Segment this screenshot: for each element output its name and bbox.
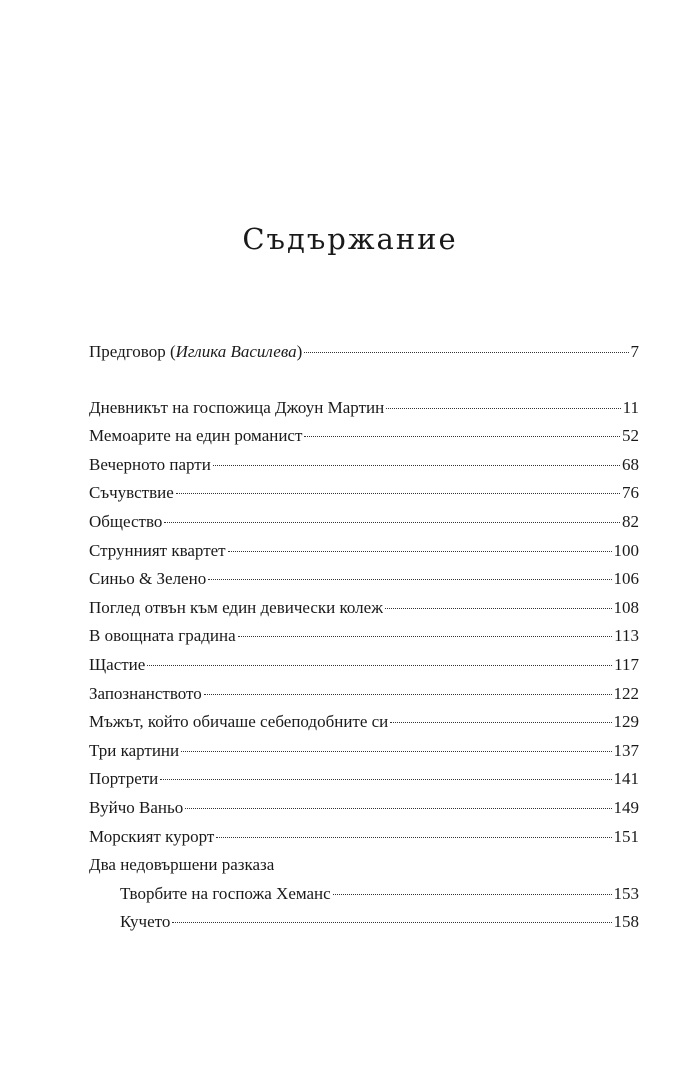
dot-leader <box>304 436 620 437</box>
dot-leader <box>390 722 611 723</box>
toc-section-heading <box>89 851 639 880</box>
toc-entry-label: Поглед отвън към един девически колеж <box>89 597 383 617</box>
toc-page-number: 68 <box>622 454 639 474</box>
toc-entry-preface <box>89 338 639 367</box>
dot-leader <box>216 837 611 838</box>
toc-page-number: 129 <box>613 712 639 732</box>
toc-page-number: 117 <box>614 654 639 674</box>
toc-entry-label: Морският курорт <box>89 826 215 846</box>
toc-entry-label: Вуйчо Ваньо <box>89 797 184 817</box>
toc-entry <box>89 479 639 508</box>
toc-page-number: 7 <box>630 342 639 361</box>
table-of-contents <box>89 338 639 937</box>
dot-leader <box>181 751 611 752</box>
dot-leader <box>238 636 612 637</box>
toc-entry <box>89 794 639 823</box>
dot-leader <box>304 352 628 353</box>
dot-leader <box>333 894 612 895</box>
toc-entry-label: Щастие <box>89 654 146 674</box>
toc-entry <box>89 737 639 766</box>
toc-entry <box>89 708 639 737</box>
toc-page-number: 151 <box>613 826 639 846</box>
toc-entry-label: Дневникът на госпожица Джоун Мартин <box>89 397 385 417</box>
dot-leader <box>164 522 620 523</box>
toc-entry <box>89 565 639 594</box>
dot-leader <box>160 779 611 780</box>
toc-entry-label: Кучето <box>120 912 171 932</box>
dot-leader <box>147 665 612 666</box>
toc-entry-label: Мемоарите на един романист <box>89 426 303 446</box>
toc-entry-label: Портрети <box>89 769 159 789</box>
dot-leader <box>213 465 620 466</box>
toc-page-number: 149 <box>613 797 639 817</box>
dot-leader <box>228 551 612 552</box>
toc-entry <box>89 622 639 651</box>
dot-leader <box>386 408 620 409</box>
toc-page-number: 100 <box>613 540 639 560</box>
dot-leader <box>185 808 611 809</box>
toc-entry-label: Вечерното парти <box>89 454 211 474</box>
toc-section-heading-label: Два недовършени разказа <box>89 855 275 875</box>
toc-page-number: 113 <box>614 626 639 646</box>
toc-page-number: 82 <box>622 511 639 531</box>
toc-entry <box>89 537 639 566</box>
toc-entry-label: Общество <box>89 511 163 531</box>
toc-entry-label: Синьо & Зелено <box>89 569 207 589</box>
toc-entry-label: Съчувствие <box>89 483 174 503</box>
toc-page-number: 76 <box>622 483 639 503</box>
toc-subentry <box>89 880 639 909</box>
toc-entry-label: Творбите на госпожа Хеманс <box>120 883 331 903</box>
toc-page-number: 153 <box>613 883 639 903</box>
toc-page-number: 108 <box>613 597 639 617</box>
toc-entry <box>89 422 639 451</box>
toc-entry <box>89 823 639 852</box>
toc-page-number: 52 <box>622 426 639 446</box>
toc-page-number: 122 <box>613 683 639 703</box>
toc-entry <box>89 451 639 480</box>
toc-entry-label: Струнният квартет <box>89 540 226 560</box>
toc-entry <box>89 651 639 680</box>
toc-entry <box>89 680 639 709</box>
toc-entry-label: Предговор (Иглика Василева) <box>89 342 303 361</box>
toc-entry-label: Запознанството <box>89 683 202 703</box>
preface-author: Иглика Василева <box>175 342 297 361</box>
page-title: Съдържание <box>242 222 458 256</box>
dot-leader <box>176 493 620 494</box>
toc-page-number: 158 <box>613 912 639 932</box>
toc-entry <box>89 594 639 623</box>
toc-entry-label: Мъжът, който обичаше себеподобните си <box>89 712 389 732</box>
toc-subentry <box>89 908 639 937</box>
toc-entry <box>89 394 639 423</box>
dot-leader <box>204 694 612 695</box>
dot-leader <box>172 922 611 923</box>
toc-entry <box>89 508 639 537</box>
dot-leader <box>208 579 611 580</box>
toc-page-number: 141 <box>613 769 639 789</box>
toc-entry <box>89 765 639 794</box>
toc-entry-label: В овощната градина <box>89 626 236 646</box>
toc-page-number: 106 <box>613 569 639 589</box>
dot-leader <box>385 608 612 609</box>
toc-entry-label: Три картини <box>89 740 180 760</box>
toc-page-number: 11 <box>622 397 639 417</box>
toc-page-number: 137 <box>613 740 639 760</box>
